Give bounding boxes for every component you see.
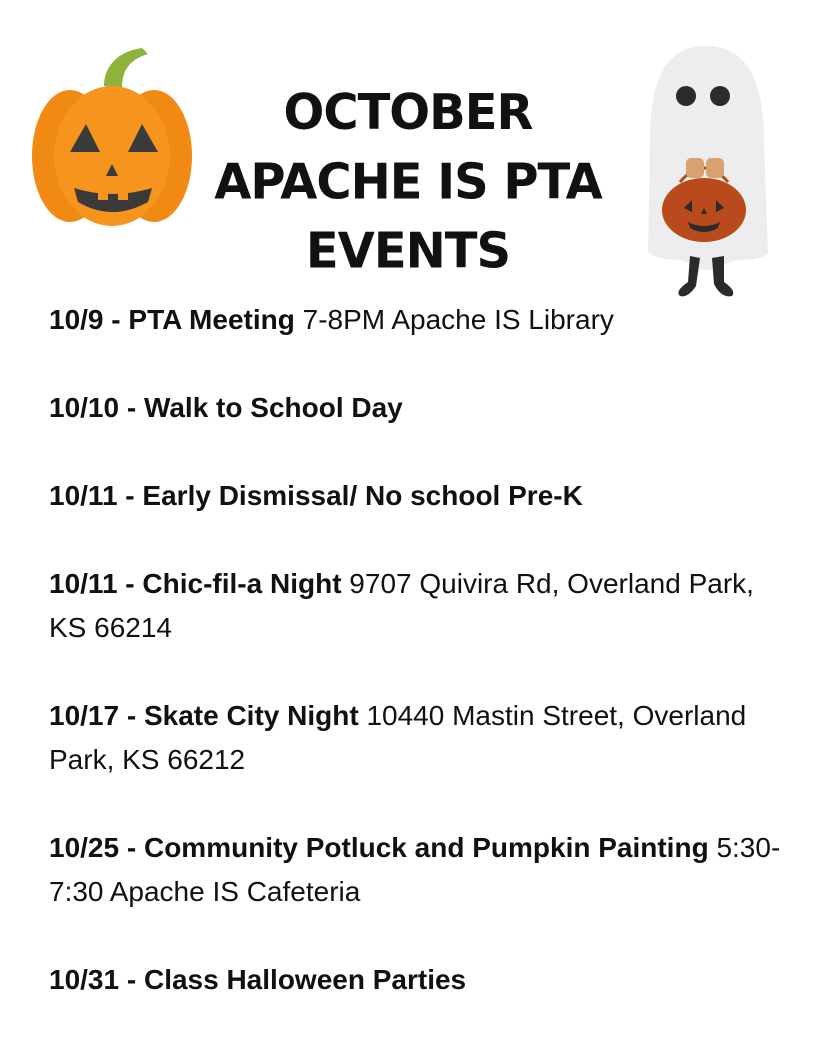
title-line-1: OCTOBER bbox=[283, 84, 533, 142]
event-heading: 10/11 - Early Dismissal/ No school Pre-K bbox=[49, 480, 583, 511]
ghost-with-pumpkin-bucket-icon bbox=[640, 42, 772, 304]
event-date: 10/10 bbox=[49, 392, 120, 423]
event-heading: 10/25 - Community Potluck and Pumpkin Painting bbox=[49, 832, 709, 863]
events-list bbox=[49, 298, 789, 1046]
event-title: Early Dismissal/ No school Pre-K bbox=[142, 480, 583, 511]
event-heading: 10/31 - Class Halloween Parties bbox=[49, 964, 467, 995]
event-item bbox=[49, 386, 789, 430]
event-title: Community Potluck and Pumpkin Painting bbox=[143, 832, 709, 863]
event-heading: 10/17 - Skate City Night bbox=[49, 700, 359, 731]
event-date: 10/11 bbox=[49, 480, 118, 511]
event-details: 10440 Mastin Street, Overland Park, KS 66212 bbox=[49, 700, 747, 775]
event-title: Class Halloween Parties bbox=[143, 964, 467, 995]
event-date: 10/31 bbox=[49, 964, 120, 995]
event-details: 9707 Quivira Rd, Overland Park, KS 66214 bbox=[49, 568, 754, 643]
event-item bbox=[49, 826, 789, 914]
title-line-3: EVENTS bbox=[305, 222, 511, 280]
title-line-2: APACHE IS PTA bbox=[214, 153, 602, 211]
event-details: 5:30-7:30 Apache IS Cafeteria bbox=[49, 832, 781, 907]
event-item bbox=[49, 474, 789, 518]
event-date: 10/11 bbox=[49, 568, 118, 599]
event-heading: 10/10 - Walk to School Day bbox=[49, 392, 403, 423]
event-item bbox=[49, 958, 789, 1002]
event-title: Skate City Night bbox=[143, 700, 359, 731]
event-title: Walk to School Day bbox=[143, 392, 403, 423]
event-date: 10/25 bbox=[49, 832, 120, 863]
jack-o-lantern-icon bbox=[30, 44, 194, 230]
event-item bbox=[49, 562, 789, 650]
event-title: PTA Meeting bbox=[128, 304, 295, 335]
event-item bbox=[49, 298, 789, 342]
event-heading: 10/9 - PTA Meeting bbox=[49, 304, 295, 335]
event-date: 10/9 bbox=[49, 304, 104, 335]
event-item bbox=[49, 694, 789, 782]
event-details: 7-8PM Apache IS Library bbox=[302, 304, 614, 335]
event-heading: 10/11 - Chic-fil-a Night bbox=[49, 568, 342, 599]
event-date: 10/17 bbox=[49, 700, 120, 731]
event-title: Chic-fil-a Night bbox=[142, 568, 342, 599]
page-title bbox=[190, 78, 626, 286]
